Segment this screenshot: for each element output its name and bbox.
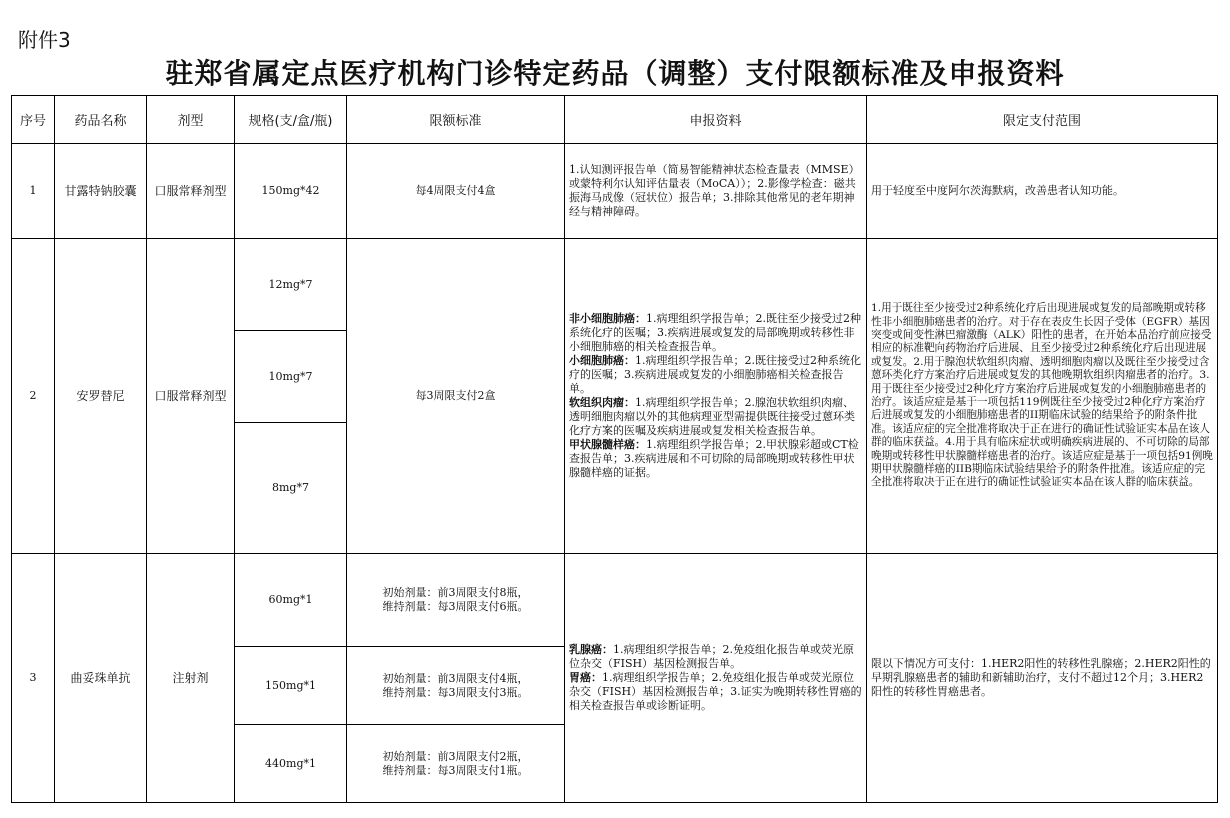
- table-header-row: [12, 96, 1218, 144]
- spec: 10mg*7: [235, 331, 347, 423]
- table-row: [12, 554, 1218, 647]
- application-materials: [565, 554, 867, 803]
- dosage-form: 注射剂: [147, 554, 235, 803]
- spec: 60mg*1: [235, 554, 347, 647]
- drug-payment-table: [11, 95, 1218, 803]
- drug-name: 曲妥珠单抗: [55, 554, 147, 803]
- row-index: 3: [12, 554, 55, 803]
- payment-scope: 用于轻度至中度阿尔茨海默病，改善患者认知功能。: [867, 144, 1218, 239]
- materials-text: 1.病理组织学报告单；2.腺泡状软组织肉瘤、透明细胞肉瘤以外的其他病理亚型需提供既往接受过蒽环类化疗方案的医嘱及疾病进展或复发相关检查报告单。: [569, 396, 855, 437]
- limit-line: 初始剂量：前3周限支付4瓶，: [382, 671, 529, 685]
- limit-standard: [347, 554, 565, 647]
- limit-standard: [347, 647, 565, 725]
- header-scope: 限定支付范围: [867, 96, 1218, 144]
- spec: 8mg*7: [235, 423, 347, 554]
- drug-name: 安罗替尼: [55, 239, 147, 554]
- header-spec: 规格(支/盒/瓶): [235, 96, 347, 144]
- materials-text: 1.病理组织学报告单；2.甲状腺彩超或CT检查报告单；3.疾病进展和不可切除的局部晚期或转移性甲状腺髓样癌的证据。: [569, 438, 859, 479]
- limit-standard: 每4周限支付4盒: [347, 144, 565, 239]
- drug-name: 甘露特钠胶囊: [55, 144, 147, 239]
- dosage-form: 口服常释剂型: [147, 144, 235, 239]
- row-index: 2: [12, 239, 55, 554]
- materials-label: 小细胞肺癌：: [569, 354, 635, 367]
- application-materials: [565, 239, 867, 554]
- limit-line: 初始剂量：前3周限支付2瓶，: [382, 749, 529, 763]
- payment-scope: 限以下情况方可支付：1.HER2阳性的转移性乳腺癌；2.HER2阳性的早期乳腺癌患者的辅助和新辅助治疗，支付不超过12个月；3.HER2阳性的转移性胃癌患者。: [867, 554, 1218, 803]
- document-title: 驻郑省属定点医疗机构门诊特定药品（调整）支付限额标准及申报资料: [165, 57, 1065, 90]
- header-materials: 申报资料: [565, 96, 867, 144]
- application-materials: 1.认知测评报告单（简易智能精神状态检查量表（MMSE）或蒙特利尔认知评估量表（MoCA））；2.影像学检查：磁共振海马成像（冠状位）报告单；3.排除其他常见的老年期神经与精神障碍。: [565, 144, 867, 239]
- limit-line: 维持剂量：每3周限支付1瓶。: [382, 763, 529, 777]
- spec: 440mg*1: [235, 725, 347, 803]
- payment-scope: 1.用于既往至少接受过2种系统化疗后出现进展或复发的局部晚期或转移性非小细胞肺癌患者的治疗。对于存在表皮生长因子受体（EGFR）基因突变或间变性淋巴瘤激酶（ALK）阳性的患者，在开始本品治疗前应接受相应的标准靶向药物治疗后进展、且至少接受过2种系统化疗后出现进展或复发。2.用于腺泡状软组织肉瘤、透明细胞肉瘤以及既往至少接受过含蒽环类化疗方案治疗后进展或复发的其他晚期软组织肉瘤患者的治疗。3.用于既往至少接受过2种化疗方案治疗后进展或复发的小细胞肺癌患者的治疗。该适应症是基于一项包括119例既往至少接受过2种化疗方案治疗后进展或复发的小细胞肺癌患者的II期临床试验的结果给予的附条件批准。该适应症的完全批准将取决于正在进行的确证性试验证实本品在该人群的临床获益。4.用于具有临床症状或明确疾病进展的、不可切除的局部晚期或转移性甲状腺髓样癌患者的治疗。该适应症是基于一项包括91例晚期甲状腺髓样癌的IIB期临床试验结果给予的附条件批准。该适应症的完全批准将取决于正在进行的确证性试验证实本品在该人群的临床获益。: [867, 239, 1218, 554]
- materials-label: 胃癌：: [569, 671, 602, 684]
- header-limit: 限额标准: [347, 96, 565, 144]
- materials-label: 甲状腺髓样癌：: [569, 438, 646, 451]
- header-drug-name: 药品名称: [55, 96, 147, 144]
- materials-label: 乳腺癌：: [569, 643, 613, 656]
- materials-text: 1.病理组织学报告单；2.既往接受过2种系统化疗的医嘱；3.疾病进展或复发的小细胞肺癌相关检查报告单。: [569, 354, 861, 395]
- materials-label: 非小细胞肺癌：: [569, 312, 646, 325]
- header-index: 序号: [12, 96, 55, 144]
- materials-text: 1.病理组织学报告单；2.免疫组化报告单或荧光原位杂交（FISH）基因检测报告单。: [569, 643, 854, 670]
- limit-standard: 每3周限支付2盒: [347, 239, 565, 554]
- limit-line: 维持剂量：每3周限支付3瓶。: [382, 685, 529, 699]
- materials-label: 软组织肉瘤：: [569, 396, 635, 409]
- table-row: [12, 239, 1218, 331]
- spec: 150mg*1: [235, 647, 347, 725]
- limit-line: 初始剂量：前3周限支付8瓶，: [382, 586, 529, 599]
- table-row: [12, 144, 1218, 239]
- header-dosage-form: 剂型: [147, 96, 235, 144]
- limit-standard: [347, 725, 565, 803]
- row-index: 1: [12, 144, 55, 239]
- dosage-form: 口服常释剂型: [147, 239, 235, 554]
- materials-text: 1.病理组织学报告单；2.免疫组化报告单或荧光原位杂交（FISH）基因检测报告单；3.证实为晚期转移性胃癌的相关检查报告单或诊断证明。: [569, 671, 862, 712]
- attachment-label: 附件3: [18, 28, 71, 52]
- materials-text: 1.病理组织学报告单；2.既往至少接受过2种系统化疗的医嘱；3.疾病进展或复发的局部晚期或转移性非小细胞肺癌的相关检查报告单。: [569, 312, 861, 353]
- spec: 12mg*7: [235, 239, 347, 331]
- limit-line: 维持剂量：每3周限支付6瓶。: [382, 600, 529, 613]
- spec: 150mg*42: [235, 144, 347, 239]
